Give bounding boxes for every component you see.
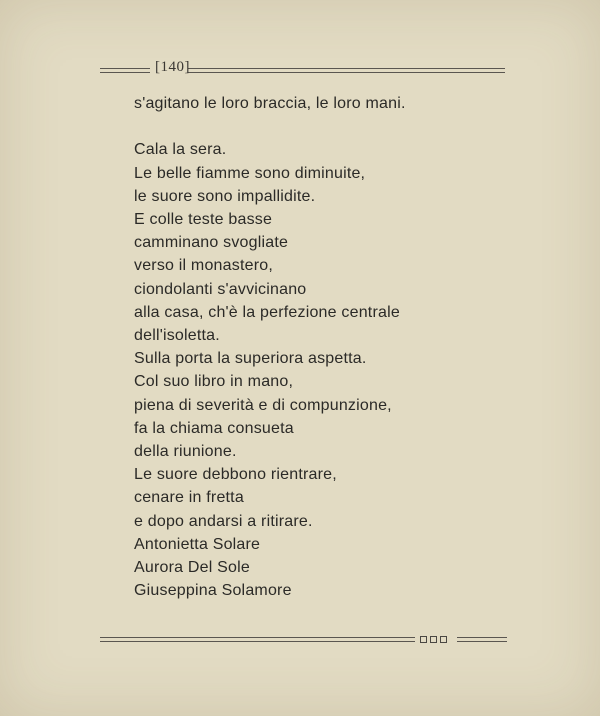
footer-rule bbox=[100, 632, 510, 648]
poem-line: ciondolanti s'avvicinano bbox=[134, 280, 307, 298]
poem-text bbox=[134, 92, 554, 602]
header-rule-right bbox=[188, 68, 505, 73]
poem-line: Sulla porta la superiora aspetta. bbox=[134, 350, 367, 368]
poem-line: fa la chiama consueta bbox=[134, 419, 294, 437]
poem-line: piena di severità e di compunzione, bbox=[134, 396, 392, 414]
poem-line-0: s'agitano le loro braccia, le loro mani. bbox=[134, 95, 406, 112]
footer-rule-left bbox=[100, 637, 415, 642]
poem-line: Le suore debbono rientrare, bbox=[134, 466, 337, 484]
poem-line: Col suo libro in mano, bbox=[134, 373, 294, 391]
header-rule-left bbox=[100, 68, 150, 73]
stanza-gap bbox=[134, 115, 554, 138]
poem-line: Antonietta Solare bbox=[134, 535, 261, 553]
poem-line: le suore sono impallidite. bbox=[134, 187, 316, 205]
poem-line: della riunione. bbox=[134, 443, 237, 461]
poem-line: dell'isoletta. bbox=[134, 327, 220, 345]
poem-line: cenare in fretta bbox=[134, 489, 244, 507]
square-ornament-icon bbox=[440, 636, 447, 643]
poem-line: Aurora Del Sole bbox=[134, 559, 250, 577]
square-ornament-icon bbox=[430, 636, 437, 643]
poem-line: Le belle fiamme sono diminuite, bbox=[134, 164, 366, 182]
poem-line: camminano svogliate bbox=[134, 234, 289, 252]
poem-line: e dopo andarsi a ritirare. bbox=[134, 512, 313, 530]
square-ornament-icon bbox=[420, 636, 427, 643]
footer-ornament bbox=[420, 636, 447, 643]
footer-rule-right bbox=[457, 637, 507, 642]
poem-line: alla casa, ch'è la perfezione centrale bbox=[134, 303, 400, 321]
poem-line: E colle teste basse bbox=[134, 211, 273, 228]
poem-line: Cala la sera. bbox=[134, 141, 227, 159]
page-number: [140] bbox=[155, 59, 190, 75]
poem-line: Giuseppina Solamore bbox=[134, 582, 292, 600]
poem-line: verso il monastero, bbox=[134, 257, 273, 275]
